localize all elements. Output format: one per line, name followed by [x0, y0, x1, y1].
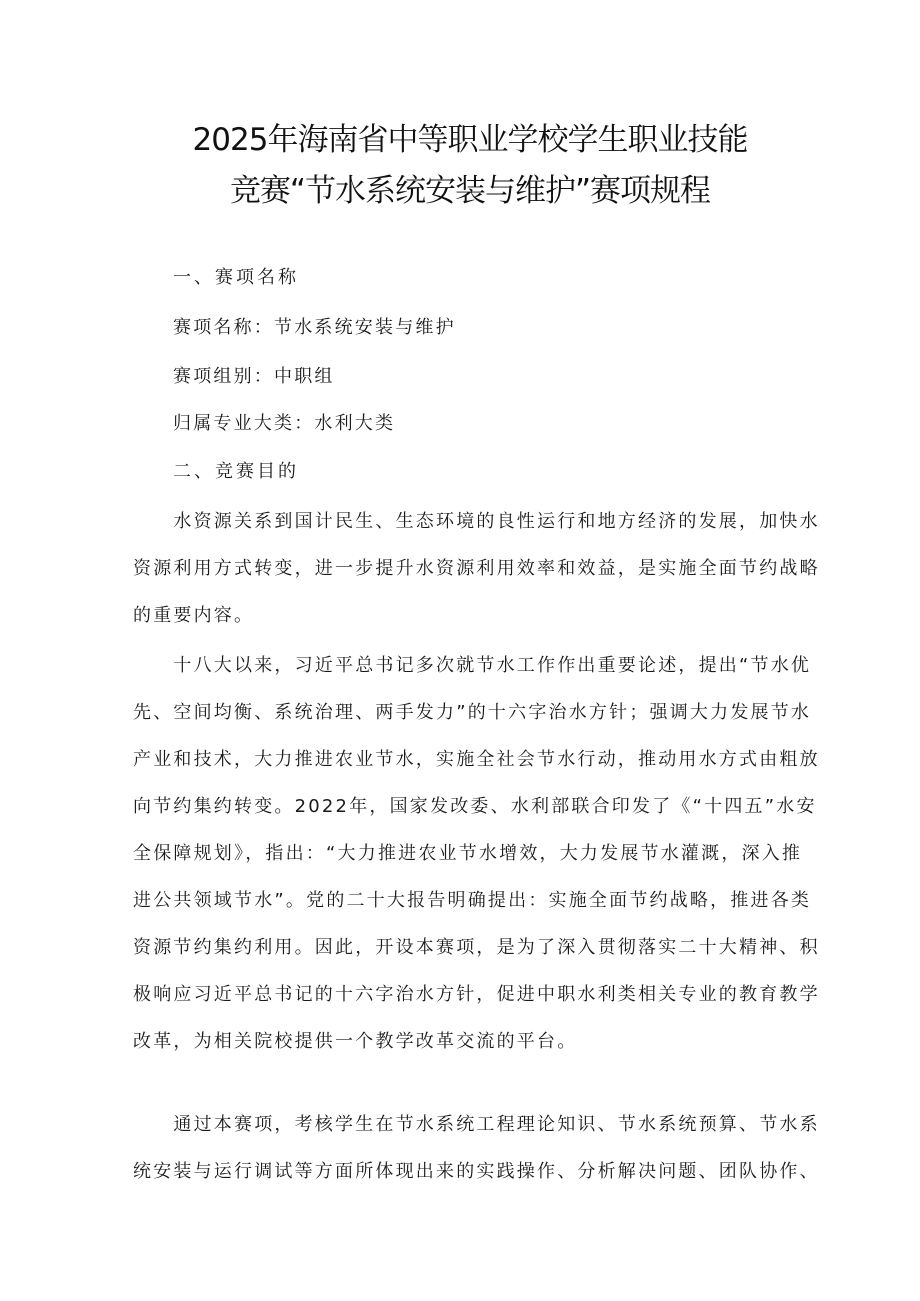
paragraph-line: 全保障规划》，指出：“大力推进农业节水增效，大力发展节水灌溉，深入推	[133, 843, 803, 864]
paragraph-line: 水资源关系到国计民生、生态环境的良性运行和地方经济的发展，加快水	[133, 511, 820, 532]
paragraph-line: 进公共领域节水”。党的二十大报告明确提出：实施全面节约战略，推进各类	[133, 890, 812, 911]
paragraph-line: 改革，为相关院校提供一个教学改革交流的平台。	[133, 1031, 578, 1052]
section-heading-2: 二、竞赛目的	[173, 461, 299, 482]
paragraph-line: 通过本赛项，考核学生在节水系统工程理论知识、节水系统预算、节水系	[133, 1114, 820, 1135]
paragraph-line: 统安装与运行调试等方面所体现出来的实践操作、分析解决问题、团队协作、	[133, 1161, 820, 1182]
paragraph-line: 资源利用方式转变，进一步提升水资源利用效率和效益，是实施全面节约战略	[133, 558, 820, 579]
paragraph-line: 先、空间均衡、系统治理、两手发力”的十六字治水方针；强调大力发展节水	[133, 702, 812, 723]
section-heading-1: 一、赛项名称	[173, 267, 299, 288]
paragraph-line: 十八大以来，习近平总书记多次就节水工作作出重要论述，提出“节水优	[133, 655, 812, 676]
document-title-line-1: 2025年海南省中等职业学校学生职业技能	[192, 122, 748, 158]
document-title-line-2: 竞赛“节水系统安装与维护”赛项规程	[229, 173, 711, 209]
paragraph-line: 向节约集约转变。2022年，国家发改委、水利部联合印发了《“十四五”水安	[133, 796, 817, 817]
paragraph-line: 极响应习近平总书记的十六字治水方针，促进中职水利类相关专业的教育教学	[133, 984, 820, 1005]
paragraph-line: 资源节约集约利用。因此，开设本赛项，是为了深入贯彻落实二十大精神、积	[133, 937, 820, 958]
event-category-line: 归属专业大类：水利大类	[173, 413, 396, 434]
event-group-line: 赛项组别：中职组	[173, 366, 335, 387]
paragraph-line: 的重要内容。	[133, 605, 255, 626]
event-name-line: 赛项名称：节水系统安装与维护	[173, 317, 456, 338]
paragraph-line: 产业和技术，大力推进农业节水，实施全社会节水行动，推动用水方式由粗放	[133, 749, 820, 770]
